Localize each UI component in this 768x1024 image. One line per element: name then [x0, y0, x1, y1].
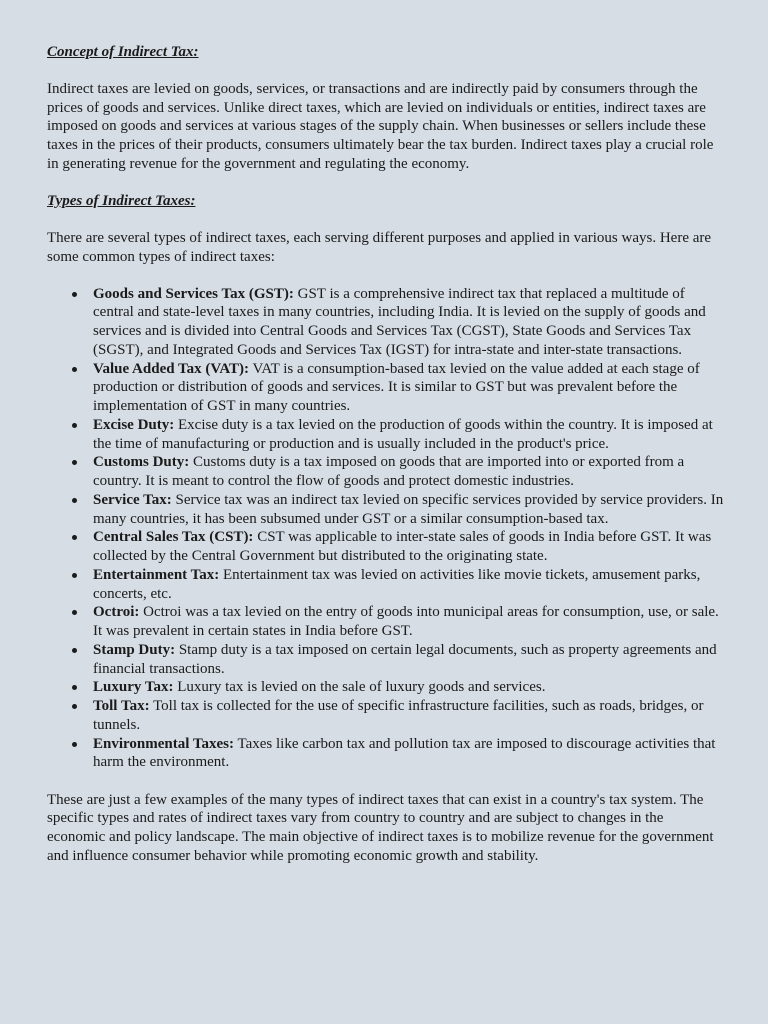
list-item-text: Taxes like carbon tax and pollution tax are imposed to discourage activities that harm the environment. [93, 735, 716, 771]
list-item-text: CST was applicable to inter-state sales of goods in India before GST. It was collected by the Central Government but distributed to the originating state. [93, 529, 712, 565]
concept-paragraph: Indirect taxes are levied on goods, services, or transactions and are indirectly paid by consumers through the prices of goods and services. Unlike direct taxes, which are levied on individuals or entities, indirect taxes are imposed on goods and services at various stages of the supply chain. When businesses or sellers include these taxes in the prices of their products, consumers ultimately bear the tax burden. Indirect taxes play a crucial role in generating revenue for the government and regulating the economy. [47, 81, 714, 172]
list-item [93, 491, 724, 529]
concept-heading: Concept of Indirect Tax: [47, 44, 199, 60]
list-item-term: Value Added Tax (VAT): [93, 360, 250, 377]
list-item-term: Service Tax: [93, 491, 172, 508]
list-item-term: Toll Tax: [93, 698, 150, 715]
list-item-term: Environmental Taxes: [93, 735, 234, 752]
list-item [93, 697, 724, 735]
list-item-text: Excise duty is a tax levied on the production of goods within the country. It is imposed at the time of manufacturing or production and is usually included in the product's price. [93, 416, 713, 452]
types-intro: There are several types of indirect taxes, each serving different purposes and applied in various ways. Here are some common types of indirect taxes: [47, 229, 712, 265]
list-item-term: Goods and Services Tax (GST): [93, 285, 294, 302]
bullet-icon [72, 292, 77, 297]
bullet-icon [72, 685, 77, 690]
list-item-text: Luxury tax is levied on the sale of luxury goods and services. [177, 679, 546, 696]
bullet-icon [72, 573, 77, 578]
list-item-term: Excise Duty: [93, 416, 175, 433]
bullet-icon [72, 535, 77, 540]
list-item [93, 416, 724, 454]
list-item-text: Entertainment tax was levied on activities like movie tickets, amusement parks, concerts, etc. [93, 566, 701, 602]
list-item-term: Stamp Duty: [93, 641, 176, 658]
list-item-text: VAT is a consumption-based tax levied on the value added at each stage of production or distribution of goods and services. It is similar to GST but was prevalent before the implementation of GST in many countries. [93, 360, 700, 415]
list-item-text: Stamp duty is a tax imposed on certain legal documents, such as property agreements and financial transactions. [93, 641, 717, 677]
list-item-term: Luxury Tax: [93, 679, 174, 696]
list-item [93, 735, 724, 773]
list-item-text: Customs duty is a tax imposed on goods that are imported into or exported from a country. It is meant to control the flow of goods and protect domestic industries. [93, 454, 685, 490]
list-item-text: Toll tax is collected for the use of specific infrastructure facilities, such as roads, bridges, or tunnels. [93, 698, 704, 733]
list-item [93, 566, 724, 604]
bullet-icon [72, 648, 77, 653]
bullet-icon [72, 460, 77, 465]
list-item [93, 528, 724, 566]
list-item-term: Central Sales Tax (CST): [93, 529, 254, 546]
types-heading: Types of Indirect Taxes: [47, 192, 196, 209]
bullet-icon [72, 704, 77, 709]
bullet-icon [72, 367, 77, 372]
list-item [93, 285, 724, 360]
bullet-icon [72, 742, 77, 747]
list-item [93, 603, 724, 641]
list-item [93, 678, 724, 697]
bullet-icon [72, 498, 77, 503]
list-item [93, 453, 724, 491]
list-item [93, 641, 724, 679]
bullet-icon [72, 610, 77, 615]
list-item-term: Customs Duty: [93, 454, 190, 471]
closing-paragraph: These are just a few examples of the many types of indirect taxes that can exist in a country's tax system. The specific types and rates of indirect taxes vary from country to country and are subject to changes in the economic and policy landscape. The main objective of indirect taxes is to mobilize revenue for the government and influence consumer behavior while promoting economic growth and stability. [47, 791, 714, 864]
list-item-text: GST is a comprehensive indirect tax that replaced a multitude of central and state-level taxes in many countries, including India. It is levied on the supply of goods and services and is divided into Central Goods and Services Tax (CGST), State Goods and Services Tax (SGST), and Integrated Goods and Services Tax (IGST) for intra-state and inter-state transactions. [93, 285, 706, 358]
list-item-text: Service tax was an indirect tax levied on specific services provided by service providers. In many countries, it has been subsumed under GST or a similar consumption-based tax. [93, 491, 724, 527]
list-item [93, 360, 724, 416]
list-item-term: Octroi: [93, 604, 140, 621]
list-item-text: Octroi was a tax levied on the entry of goods into municipal areas for consumption, use, or sale. It was prevalent in certain states in India before GST. [93, 604, 719, 640]
list-item-term: Entertainment Tax: [93, 566, 220, 583]
tax-types-list [47, 285, 724, 773]
bullet-icon [72, 423, 77, 428]
